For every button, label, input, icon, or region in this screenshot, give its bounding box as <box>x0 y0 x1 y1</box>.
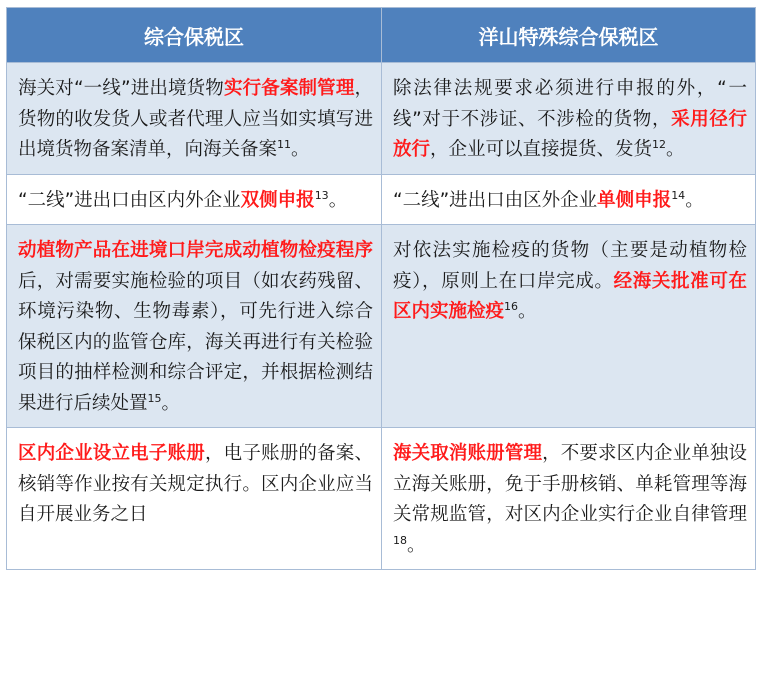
body-text: 。 <box>328 189 348 211</box>
row-second-line <box>7 174 756 225</box>
body-text: 。 <box>291 139 310 160</box>
body-text: 对依法实施检疫的货物（主要是动植物检疫），原则上在口岸完成。 <box>393 240 747 292</box>
body-text: 除法律法规要求必须进行申报的外，“一线”对于不涉证、不涉检的货物， <box>393 78 747 130</box>
footnote-ref: 14 <box>671 188 686 202</box>
comparison-table <box>6 7 756 570</box>
body-text: 。 <box>685 189 704 211</box>
body-text: ，企业可以直接提货、发货 <box>430 139 653 160</box>
highlight-text: 采用径行放行 <box>393 108 747 160</box>
footnote-ref: 15 <box>147 391 162 405</box>
cell-zone-first-line <box>7 63 382 175</box>
highlight-text: 单侧申报 <box>597 189 672 211</box>
row-quarantine <box>7 225 756 428</box>
footnote-ref: 12 <box>652 138 667 151</box>
body-text: 。 <box>161 392 181 414</box>
body-text: “二线”进出口由区外企业 <box>393 189 598 211</box>
cell-yangshan-second-line <box>382 174 756 225</box>
header-row <box>7 8 756 63</box>
footnote-ref: 13 <box>314 188 329 202</box>
row-account-book <box>7 428 756 570</box>
body-text: 后，对需要实施检验的项目（如农药残留、环境污染物、生物毒素），可先行进入综合保税区内的监管仓库，海关再进行有关检验项目的抽样检测和综合评定，并根据检测结果进行后续处置 <box>18 270 373 414</box>
cell-zone-quarantine <box>7 225 382 428</box>
cell-yangshan-quarantine <box>382 225 756 428</box>
cell-zone-second-line <box>7 174 382 225</box>
body-text: 海关对“一线”进出境货物 <box>18 78 224 99</box>
cell-zone-account-book <box>7 428 382 570</box>
highlight-text: 动植物产品在进境口岸完成动植物检疫程序 <box>18 240 373 261</box>
cell-yangshan-first-line <box>382 63 756 175</box>
body-text: 。 <box>666 139 685 160</box>
highlight-text: 双侧申报 <box>240 189 315 211</box>
highlight-text: 实行备案制管理 <box>223 78 355 99</box>
highlight-text: 经海关批准可在区内实施检疫 <box>393 270 747 322</box>
body-text: 。 <box>518 301 537 322</box>
body-text: ，货物的收发货人或者代理人应当如实填写进出境货物备案清单，向海关备案 <box>18 78 373 160</box>
cell-yangshan-account-book <box>382 428 756 570</box>
row-first-line <box>7 63 756 175</box>
footnote-ref: 11 <box>277 138 292 151</box>
header-comprehensive-bonded-zone: 综合保税区 <box>7 8 382 63</box>
header-yangshan-special-zone: 洋山特殊综合保税区 <box>382 8 756 63</box>
body-text: “二线”进出口由区内外企业 <box>18 189 241 211</box>
body-text: 。 <box>407 534 426 556</box>
highlight-text: 区内企业设立电子账册 <box>18 443 205 464</box>
body-text: ，电子账册的备案、核销等作业按有关规定执行。区内企业应当自开展业务之日 <box>18 443 373 525</box>
body-text: ，不要求区内企业单独设立海关账册，免于手册核销、单耗管理等海关常规监管，对区内企业实行企业自律管理 <box>393 443 747 525</box>
highlight-text: 海关取消账册管理 <box>393 443 543 464</box>
footnote-ref: 16 <box>504 300 519 313</box>
footnote-ref: 18 <box>393 533 407 547</box>
